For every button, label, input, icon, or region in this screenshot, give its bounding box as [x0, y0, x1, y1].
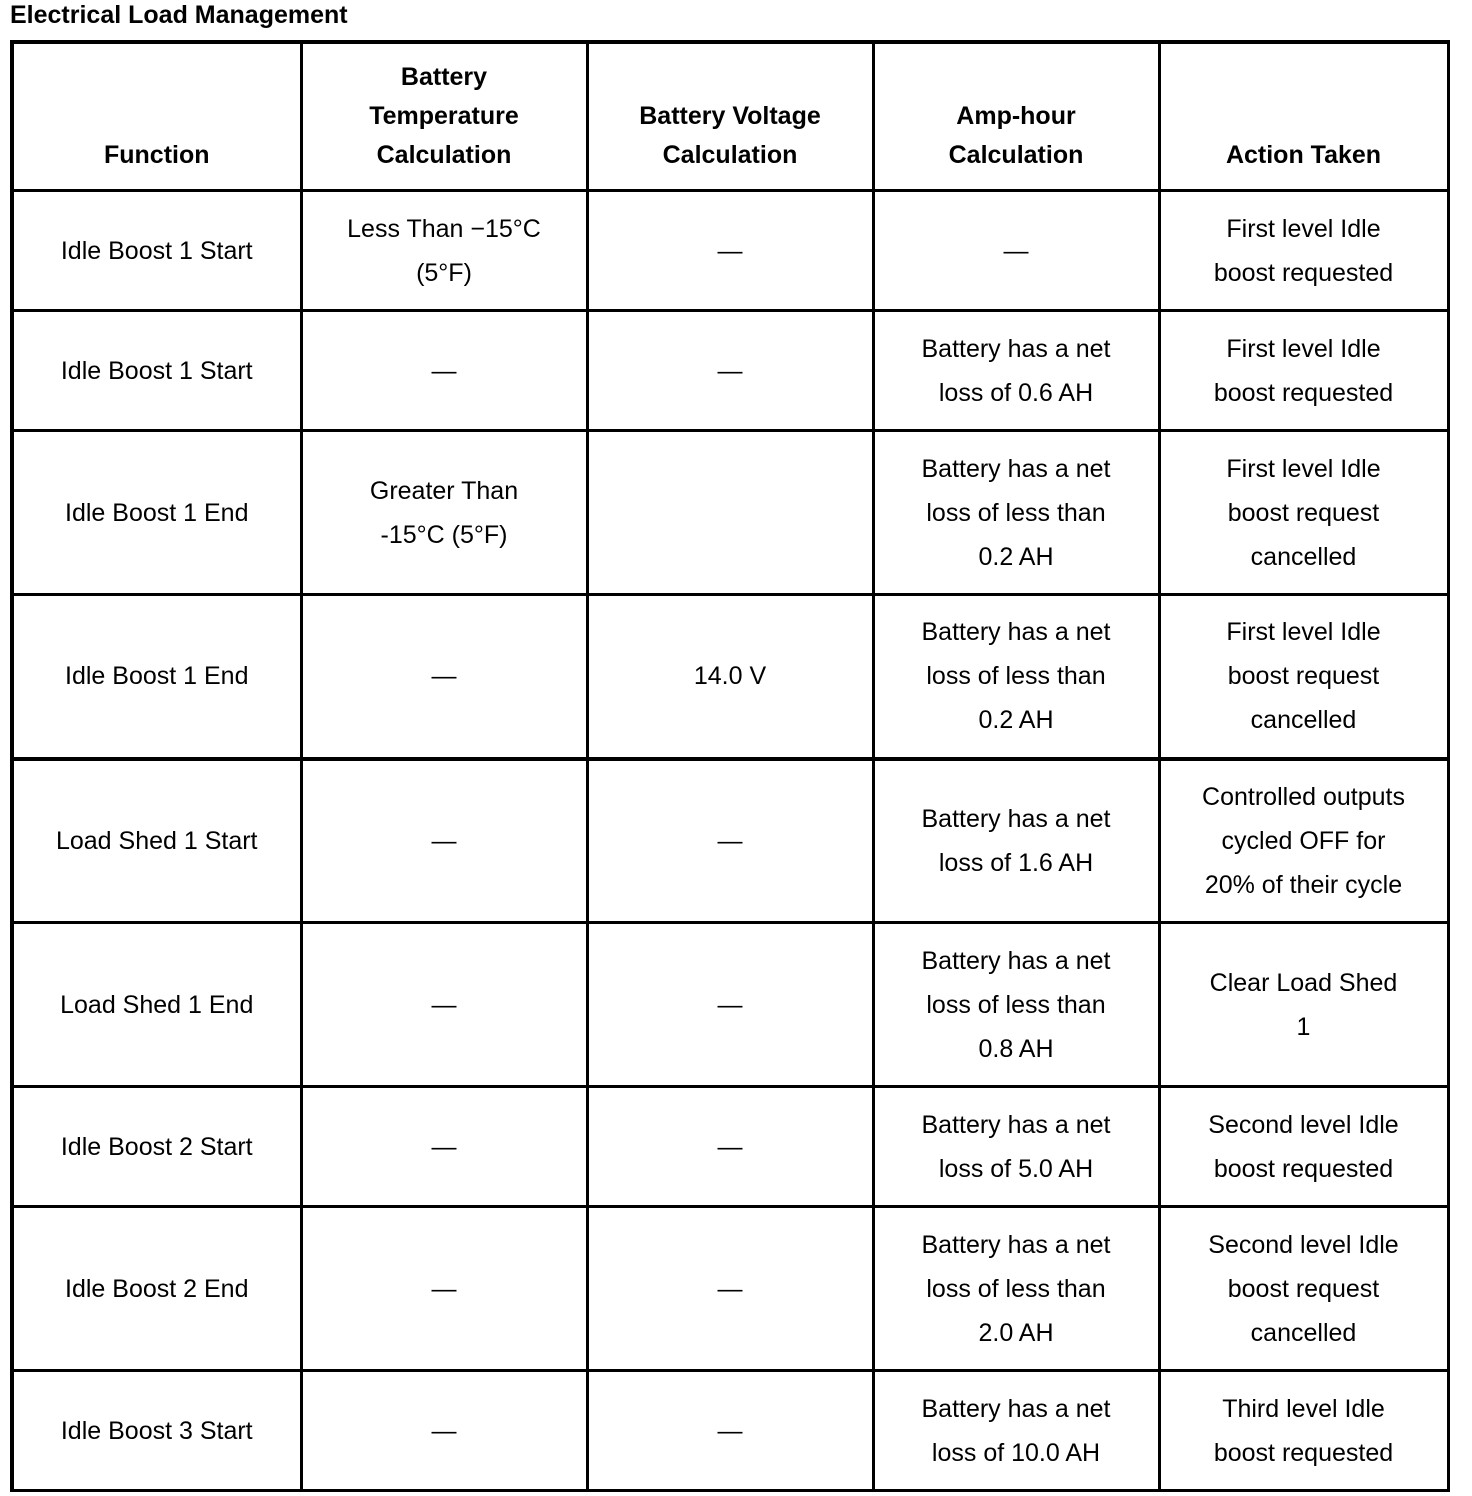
cell-battery-voltage: — — [587, 1207, 873, 1371]
cell-action-taken: Second level Idle boost request cancelled — [1159, 1207, 1448, 1371]
header-row — [12, 42, 1448, 191]
table-row — [12, 595, 1448, 759]
cell-action-taken: First level Idle boost requested — [1159, 191, 1448, 311]
header-battery-voltage: Battery Voltage Calculation — [587, 42, 873, 191]
cell-function: Idle Boost 1 End — [12, 595, 301, 759]
cell-function: Load Shed 1 End — [12, 923, 301, 1087]
cell-function: Idle Boost 3 Start — [12, 1371, 301, 1491]
header-battery-temperature: Battery Temperature Calculation — [301, 42, 587, 191]
cell-amp-hour: Battery has a net loss of 1.6 AH — [873, 759, 1159, 923]
cell-function: Idle Boost 2 Start — [12, 1087, 301, 1207]
cell-amp-hour: — — [873, 191, 1159, 311]
cell-battery-temperature: — — [301, 923, 587, 1087]
cell-battery-voltage: 14.0 V — [587, 595, 873, 759]
cell-battery-temperature: Greater Than -15°C (5°F) — [301, 431, 587, 595]
header-action-taken: Action Taken — [1159, 42, 1448, 191]
cell-battery-voltage: — — [587, 191, 873, 311]
cell-battery-temperature: — — [301, 311, 587, 431]
cell-function: Idle Boost 1 End — [12, 431, 301, 595]
header-amp-hour: Amp-hour Calculation — [873, 42, 1159, 191]
cell-action-taken: First level Idle boost request cancelled — [1159, 431, 1448, 595]
cell-battery-voltage: — — [587, 1371, 873, 1491]
cell-battery-voltage: — — [587, 923, 873, 1087]
cell-function: Load Shed 1 Start — [12, 759, 301, 923]
cell-battery-temperature: — — [301, 759, 587, 923]
cell-action-taken: First level Idle boost requested — [1159, 311, 1448, 431]
cell-amp-hour: Battery has a net loss of 0.6 AH — [873, 311, 1159, 431]
cell-action-taken: Controlled outputs cycled OFF for 20% of their cycle — [1159, 759, 1448, 923]
cell-battery-temperature: — — [301, 1207, 587, 1371]
cell-function: Idle Boost 1 Start — [12, 311, 301, 431]
cell-battery-voltage: — — [587, 759, 873, 923]
cell-action-taken: Third level Idle boost requested — [1159, 1371, 1448, 1491]
table-row — [12, 311, 1448, 431]
table-row — [12, 923, 1448, 1087]
cell-battery-voltage — [587, 431, 873, 595]
cell-action-taken: Second level Idle boost requested — [1159, 1087, 1448, 1207]
cell-action-taken: Clear Load Shed 1 — [1159, 923, 1448, 1087]
cell-function: Idle Boost 1 Start — [12, 191, 301, 311]
cell-amp-hour: Battery has a net loss of less than 2.0 AH — [873, 1207, 1159, 1371]
cell-action-taken: First level Idle boost request cancelled — [1159, 595, 1448, 759]
cell-battery-temperature: — — [301, 595, 587, 759]
table-row — [12, 1207, 1448, 1371]
table-row — [12, 1087, 1448, 1207]
electrical-load-table — [10, 40, 1450, 1492]
cell-battery-temperature: — — [301, 1087, 587, 1207]
cell-battery-temperature: Less Than −15°C (5°F) — [301, 191, 587, 311]
page-title: Electrical Load Management — [10, 1, 348, 29]
cell-battery-voltage: — — [587, 311, 873, 431]
header-function: Function — [12, 42, 301, 191]
cell-amp-hour: Battery has a net loss of less than 0.2 AH — [873, 595, 1159, 759]
cell-amp-hour: Battery has a net loss of 10.0 AH — [873, 1371, 1159, 1491]
table-row — [12, 431, 1448, 595]
cell-function: Idle Boost 2 End — [12, 1207, 301, 1371]
cell-battery-temperature: — — [301, 1371, 587, 1491]
cell-battery-voltage: — — [587, 1087, 873, 1207]
cell-amp-hour: Battery has a net loss of less than 0.8 AH — [873, 923, 1159, 1087]
table-row — [12, 759, 1448, 923]
table-row — [12, 1371, 1448, 1491]
table-row — [12, 191, 1448, 311]
cell-amp-hour: Battery has a net loss of less than 0.2 AH — [873, 431, 1159, 595]
cell-amp-hour: Battery has a net loss of 5.0 AH — [873, 1087, 1159, 1207]
